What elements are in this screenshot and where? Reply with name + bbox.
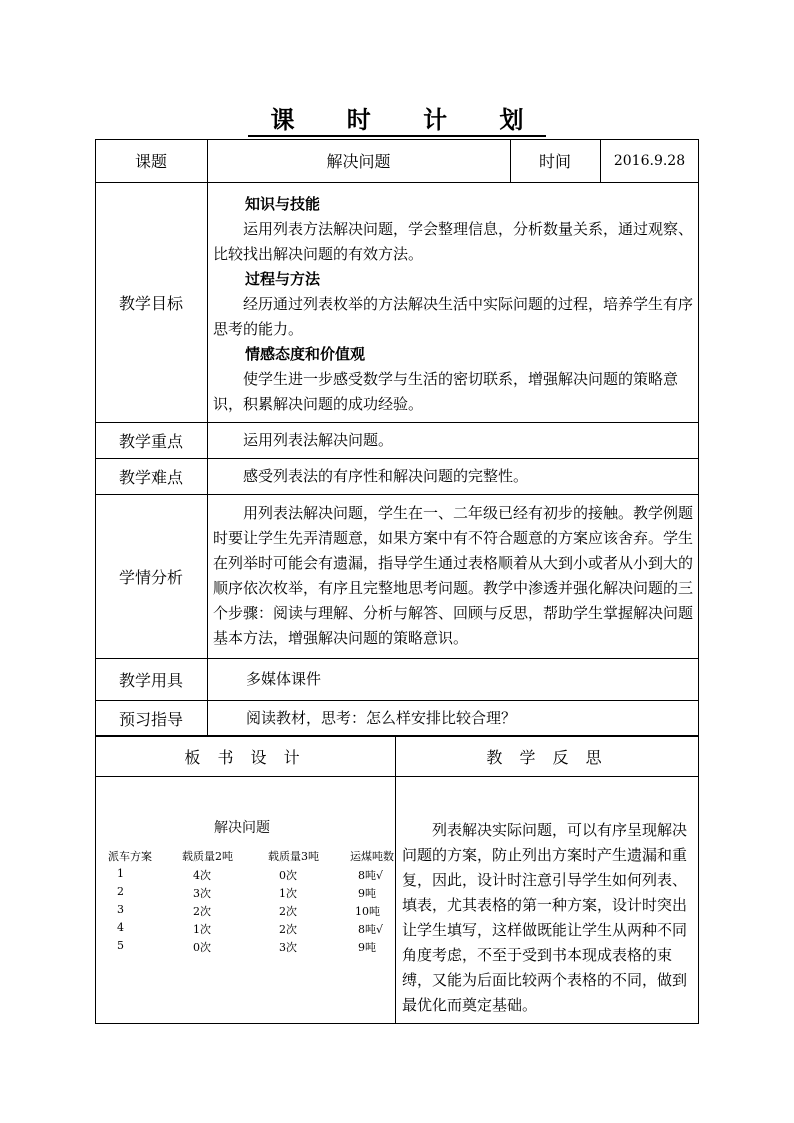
objectives-content [213,192,693,417]
board-cell: 3次 [193,887,211,900]
objective-heading-attitude: 情感态度和价值观 [245,345,366,363]
board-cell: 4次 [193,869,211,882]
board-cell: 8吨√ [358,869,384,882]
objective-text-knowledge: 运用列表方法解决问题，学会整理信息，分析数量关系，通过观察、比较找出解决问题的有效方法。 [213,220,694,263]
analysis-value: 用列表法解决问题，学生在一、二年级已经有初步的接触。教学例题时要让学生先弄清题意，如果方案中有不符合题意的方案应该舍弃。学生在列举时可能会有遗漏，指导学生通过表格顺着从大到小或者从小到大的顺序依次枚举，有序且完整地思考问题。教学中渗透并强化解决问题的三个步骤：阅读与理解、分析与解答、回顾与反思，帮助学生掌握解决问题基本方法，增强解决问题的策略意识。 [213,504,694,647]
board-cell: 0次 [193,941,211,954]
board-cell: 2次 [279,923,297,936]
board-column-header: 载质量2吨 [182,850,233,863]
board-cell: 2 [117,885,124,898]
board-cell: 3次 [279,941,297,954]
board-column-header: 运煤吨数 [350,850,394,863]
preview-label: 预习指导 [118,709,183,729]
board-cell: 3 [117,903,124,916]
board-cell: 1次 [279,887,297,900]
objective-text-process: 经历通过列表枚举的方法解决生活中实际问题的过程，培养学生有序思考的能力。 [213,295,694,338]
tools-label: 教学用具 [118,670,183,690]
board-column-header: 载质量3吨 [268,850,319,863]
difficulty-label: 教学难点 [118,467,183,487]
objective-heading-process: 过程与方法 [245,270,321,288]
time-value: 2016.9.28 [613,152,686,169]
objective-text-attitude: 使学生进一步感受数学与生活的密切联系，增强解决问题的策略意识，积累解决问题的成功经验。 [213,370,679,413]
board-cell: 9吨 [358,941,376,954]
key-point-label: 教学重点 [118,431,183,451]
analysis-label: 学情分析 [118,567,183,587]
board-cell: 1次 [193,923,211,936]
board-title: 解决问题 [214,820,270,836]
board-cell: 1 [117,867,124,880]
board-design-heading: 板 书 设 计 [184,747,306,767]
objective-heading-knowledge: 知识与技能 [245,195,321,213]
topic-label: 课题 [134,152,167,171]
board-cell: 0次 [279,869,297,882]
board-cell: 5 [117,939,124,952]
board-cell: 8吨√ [358,923,384,936]
tools-value: 多媒体课件 [246,670,322,688]
board-cell: 2次 [279,905,297,918]
topic-value: 解决问题 [326,152,391,171]
board-cell: 2次 [193,905,211,918]
objectives-label: 教学目标 [118,293,183,313]
reflection-heading: 教 学 反 思 [486,747,608,767]
difficulty-value: 感受列表法的有序性和解决问题的完整性。 [243,467,529,485]
board-cell: 4 [117,921,124,934]
reflection-text: 列表解决实际问题，可以有序呈现解决问题的方案，防止列出方案时产生遗漏和重复，因此，设计时注意引导学生如何列表、填表，尤其表格的第一种方案，设计时突出让学生填写，这样做既能让学生从两种不同角度考虑，不至于受到书本现成表格的束缚，又能为后面比较两个表格的不同，做到最优化而奠定基础。 [402,821,688,1014]
board-cell: 9吨 [358,887,376,900]
preview-value: 阅读教材，思考：怎么样安排比较合理？ [246,709,517,727]
time-label: 时间 [538,152,571,171]
board-cell: 10吨 [355,905,380,918]
key-point-value: 运用列表法解决问题。 [243,431,394,449]
board-column-header: 派车方案 [108,850,152,863]
page-title: 课 时 计 划 [0,100,794,135]
